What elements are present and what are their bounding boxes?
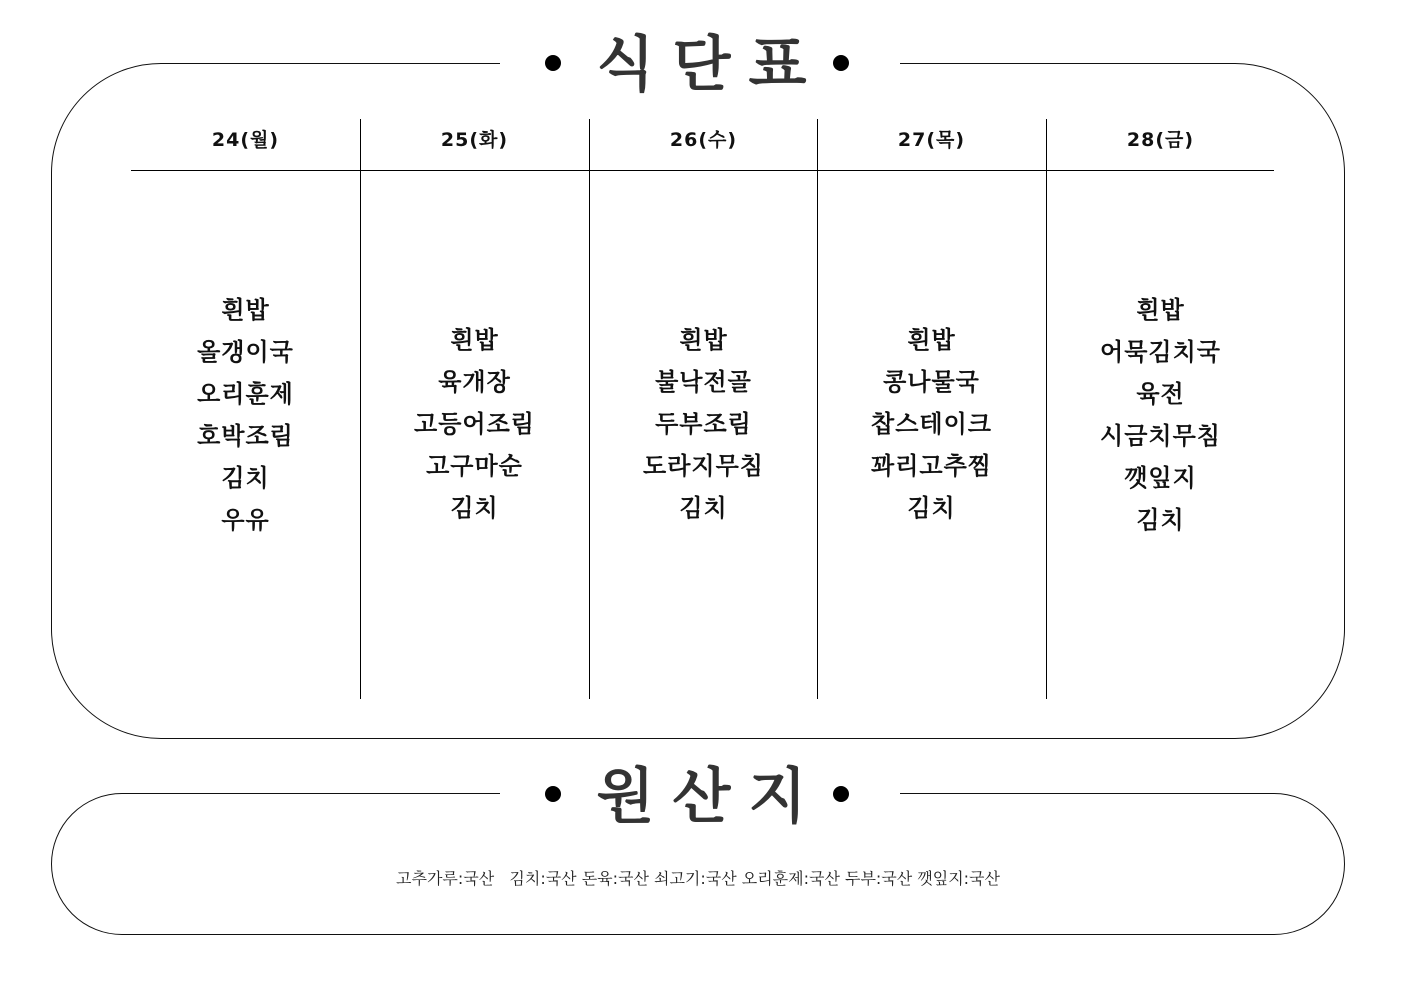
dish-list [589, 171, 818, 699]
dish-item: 김치 [907, 494, 956, 522]
dish-list [1046, 171, 1275, 699]
day-column-wed [589, 119, 818, 699]
dish-item: 김치 [221, 464, 270, 492]
day-column-tue [360, 119, 589, 699]
dish-item: 고등어조림 [414, 410, 535, 438]
menu-title: 식단표 [596, 30, 825, 100]
dish-item: 흰밥 [450, 326, 499, 354]
dish-item: 콩나물국 [883, 368, 980, 396]
dish-list [360, 171, 589, 699]
dish-item: 우유 [221, 506, 270, 534]
menu-table [131, 119, 1274, 699]
dish-item: 올갱이국 [197, 338, 294, 366]
dish-item: 시금치무침 [1100, 422, 1221, 450]
dish-item: 흰밥 [679, 326, 728, 354]
day-column-thu [817, 119, 1046, 699]
origin-title: 원산지 [596, 762, 825, 832]
dish-list [131, 171, 360, 699]
day-column-fri [1046, 119, 1275, 699]
dish-item: 오리훈제 [197, 380, 294, 408]
dish-item: 김치 [679, 494, 728, 522]
dish-item: 흰밥 [221, 296, 270, 324]
dish-item: 도라지무침 [643, 452, 764, 480]
day-header: 27(목) [897, 129, 966, 151]
dish-item: 불낙전골 [655, 368, 752, 396]
dish-item: 꽈리고추찜 [871, 452, 992, 480]
dish-list [817, 171, 1046, 699]
dish-item: 흰밥 [907, 326, 956, 354]
dish-item: 김치 [1136, 506, 1185, 534]
day-header: 26(수) [669, 129, 738, 151]
dish-item: 찹스테이크 [871, 410, 992, 438]
day-column-mon [131, 119, 360, 699]
dish-item: 흰밥 [1136, 296, 1185, 324]
dish-item: 깻잎지 [1124, 464, 1197, 492]
day-header: 28(금) [1126, 129, 1195, 151]
dish-item: 육개장 [438, 368, 511, 396]
dish-item: 육전 [1136, 380, 1185, 408]
day-header: 25(화) [440, 129, 509, 151]
day-header: 24(월) [211, 129, 280, 151]
dish-item: 어묵김치국 [1100, 338, 1221, 366]
dish-item: 호박조림 [197, 422, 294, 450]
origin-text: 고추가루:국산 김치:국산 돈육:국산 쇠고기:국산 오리훈제:국산 두부:국산 깻잎지:국산 [396, 869, 1000, 888]
dish-item: 고구마순 [426, 452, 523, 480]
dish-item: 두부조림 [655, 410, 752, 438]
dish-item: 김치 [450, 494, 499, 522]
